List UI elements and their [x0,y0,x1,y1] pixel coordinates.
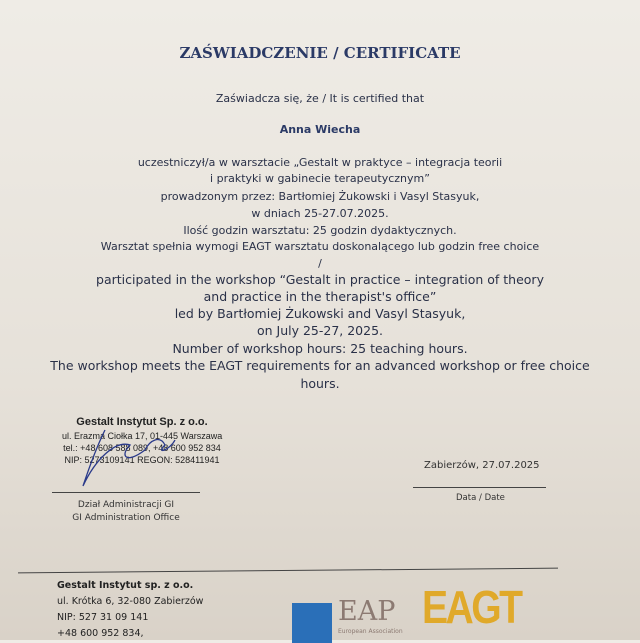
footer-name: Gestalt Instytut sp. z o.o. [57,580,194,591]
separator: / [318,257,322,270]
eap-map-icon [292,603,332,643]
en-line: participated in the workshop “Gestalt in practice – integration of theory [96,272,544,287]
eagt-logo: EAGT [422,581,521,633]
pl-line: prowadzonym przez: Bartłomiej Żukowski i Vasyl Stasyuk, [160,190,480,203]
certificate-title: ZAŚWIADCZENIE / CERTIFICATE [179,44,461,62]
footer-divider [18,568,558,574]
footer-street: ul. Krótka 6, 32-080 Zabierzów [57,596,204,607]
stamp-name: Gestalt Instytut Sp. z o.o. [76,416,208,428]
en-line: Number of workshop hours: 25 teaching hours. [172,341,468,356]
recipient-name: Anna Wiecha [279,123,361,136]
stamp-ids: NIP: 5273109141 REGON: 528411941 [64,455,220,465]
footer-nip: NIP: 527 31 09 141 [57,612,149,623]
date-label: Data / Date [456,493,505,503]
stamp-address: ul. Erazma Ciołka 17, 01-445 Warszawa [62,431,223,441]
en-line: and practice in the therapist's office” [203,289,437,304]
footer-address [57,578,203,642]
pl-line: w dniach 25-27.07.2025. [251,207,389,220]
office-en: GI Administration Office [72,513,180,523]
eap-subtitle: European Association [338,628,403,635]
office-pl: Dział Administracji GI [77,500,175,510]
en-line: The workshop meets the EAGT requirements for an advanced workshop or free choice [50,358,590,373]
en-line: led by Bartłomiej Żukowski and Vasyl Stasyuk, [174,306,466,321]
stamp-phone: tel.: +48 608 588 089, +48 600 952 834 [63,443,221,453]
intro-text: Zaświadcza się, że / It is certified that [215,92,425,105]
en-line: hours. [300,376,340,391]
pl-line: i praktyki w gabinecie terapeutycznym” [210,172,430,185]
pl-line: Warsztat spełnia wymogi EAGT warsztatu doskonalącego lub godzin free choice [100,240,540,253]
eap-logo: EAP [338,596,396,627]
pl-line: Ilość godzin warsztatu: 25 godzin dydaktycznych. [183,224,457,237]
pl-line: uczestniczył/a w warsztacie „Gestalt w praktyce – integracja teorii [137,156,503,169]
en-line: on July 25-27, 2025. [256,323,384,338]
signature-line [52,492,200,493]
date-value: Zabierzów, 27.07.2025 [424,460,540,471]
signature [75,420,185,490]
footer-phone: +48 600 952 834, [57,628,144,639]
office-label [52,500,200,523]
date-line [413,487,546,488]
